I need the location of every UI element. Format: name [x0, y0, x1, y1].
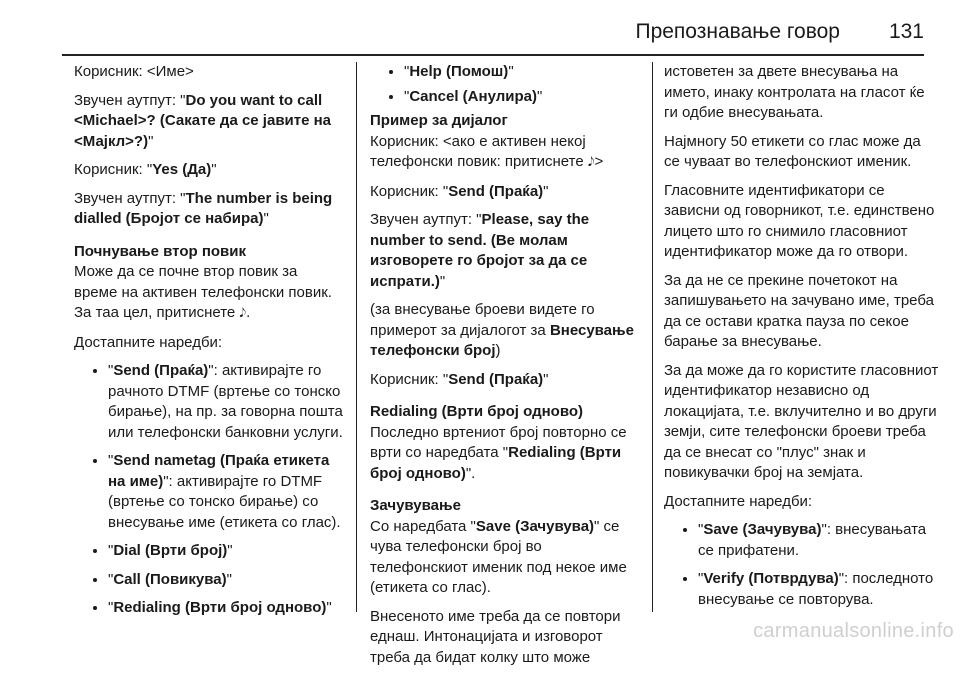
section-heading: Redialing (Врти број одново) — [370, 403, 584, 420]
column-2 — [370, 62, 640, 676]
section-heading: Зачувување — [370, 497, 461, 514]
list-item: • "Call (Повикува)" — [108, 570, 344, 591]
paragraph: За да не се прекине почетокот на запишувањето на зачувано име, треба да се остави кратка пауза по секое барање за внесување. — [664, 271, 934, 350]
page-footer — [0, 618, 960, 642]
paragraph: Внесеното име треба да се повтори еднаш. Интонацијата и изговорот треба да бидат колку што може — [370, 607, 621, 666]
command-list — [74, 361, 344, 619]
page-number: 131 — [888, 20, 924, 43]
paragraph: Корисник: "Send (Праќа)" — [370, 182, 549, 200]
watermark: carmanualsonline.info — [753, 620, 954, 642]
list-item: • "Send (Праќа)": активирајте го рачното DTMF (вртење со тонско бирање), на пр. за говорна пошта или телефонски банковни услуги. — [108, 361, 344, 443]
list-item: • "Save (Зачувува)": внесувањата се прифатени. — [698, 520, 940, 561]
list-item: • "Cancel (Анулира)" — [404, 87, 640, 108]
column-divider — [356, 62, 357, 612]
paragraph: Звучен аутпут: "The number is being dialled (Бројот се набира)" — [74, 189, 333, 227]
page-title: Препознавање говор — [635, 20, 840, 43]
paragraph: (за внесување броеви видете го примерот за дијалогот за Внесување телефонски број) — [370, 301, 634, 359]
voice-control-icon: 𝅘𝅥𝅮 — [587, 155, 595, 170]
command-list — [664, 520, 940, 610]
section-heading: Почнување втор повик — [74, 242, 246, 260]
column-divider — [652, 62, 653, 612]
command-list — [370, 62, 640, 107]
list-item: • "Help (Помош)" — [404, 62, 640, 83]
paragraph: Гласовните идентификатори се зависни од говорникот, т.е. единствено лицето што го снимило гласовниот идентификатор може да го отвори. — [664, 181, 935, 260]
paragraph: Корисник: <ако е активен некој телефонски повик: притиснете 𝅘𝅥𝅮> — [370, 132, 604, 170]
page-header — [0, 0, 960, 54]
list-item: • "Send nametag (Праќа етикета на име)": активирајте го DTMF (вртење со тонско бирање) со внесување име (етикета со глас). — [108, 451, 344, 533]
paragraph: Звучен аутпут: "Please, say the number to send. (Ве молам изговорете го бројот за да се испрати.)" — [370, 211, 590, 290]
paragraph: Најмногу 50 етикети со глас може да се чуваат во телефонскиот именик. — [664, 132, 921, 170]
paragraph: Достапните наредби: — [74, 333, 223, 351]
list-item: • "Redialing (Врти број одново)" — [108, 598, 344, 619]
section-heading: Пример за дијалог — [370, 112, 508, 129]
paragraph: Може да се почне втор повик за време на активен телефонски повик. За таа цел, притиснете 𝅘𝅥𝅮. — [74, 263, 332, 321]
paragraph: Звучен аутпут: "Do you want to call <Michael>? (Сакате да се јавите на <Мајкл>?)" — [74, 91, 332, 150]
paragraph: За да може да го користите гласовниот идентификатор независно од локацијата, т.е. вклучително и во други земји, сите телефонски броеви треба да се внесат со "плус" знак и повикувачки број на земјата. — [664, 361, 939, 481]
paragraph: Последно вртениот број повторно се врти со наредбата "Redialing (Врти број одново)". — [370, 423, 627, 482]
list-item: • "Verify (Потврдува)": последното внесување се повторува. — [698, 569, 940, 610]
column-1 — [74, 62, 344, 627]
paragraph: Корисник: "Yes (Да)" — [74, 161, 217, 178]
paragraph: Корисник: <Име> — [74, 63, 194, 80]
paragraph: Со наредбата "Save (Зачувува)" се чува телефонски број во телефонскиот именик под некое име (етикета со глас). — [370, 517, 627, 596]
header-rule — [62, 54, 924, 56]
voice-control-icon: 𝅘𝅥𝅮 — [239, 306, 247, 321]
paragraph: Достапните наредби: — [664, 492, 813, 510]
paragraph: Корисник: "Send (Праќа)" — [370, 370, 549, 388]
list-item: • "Dial (Врти број)" — [108, 541, 344, 562]
column-3 — [664, 62, 940, 618]
paragraph: истоветен за двете внесувања на името, инаку контролата на гласот ќе ги одбие внесувањата. — [664, 63, 925, 121]
